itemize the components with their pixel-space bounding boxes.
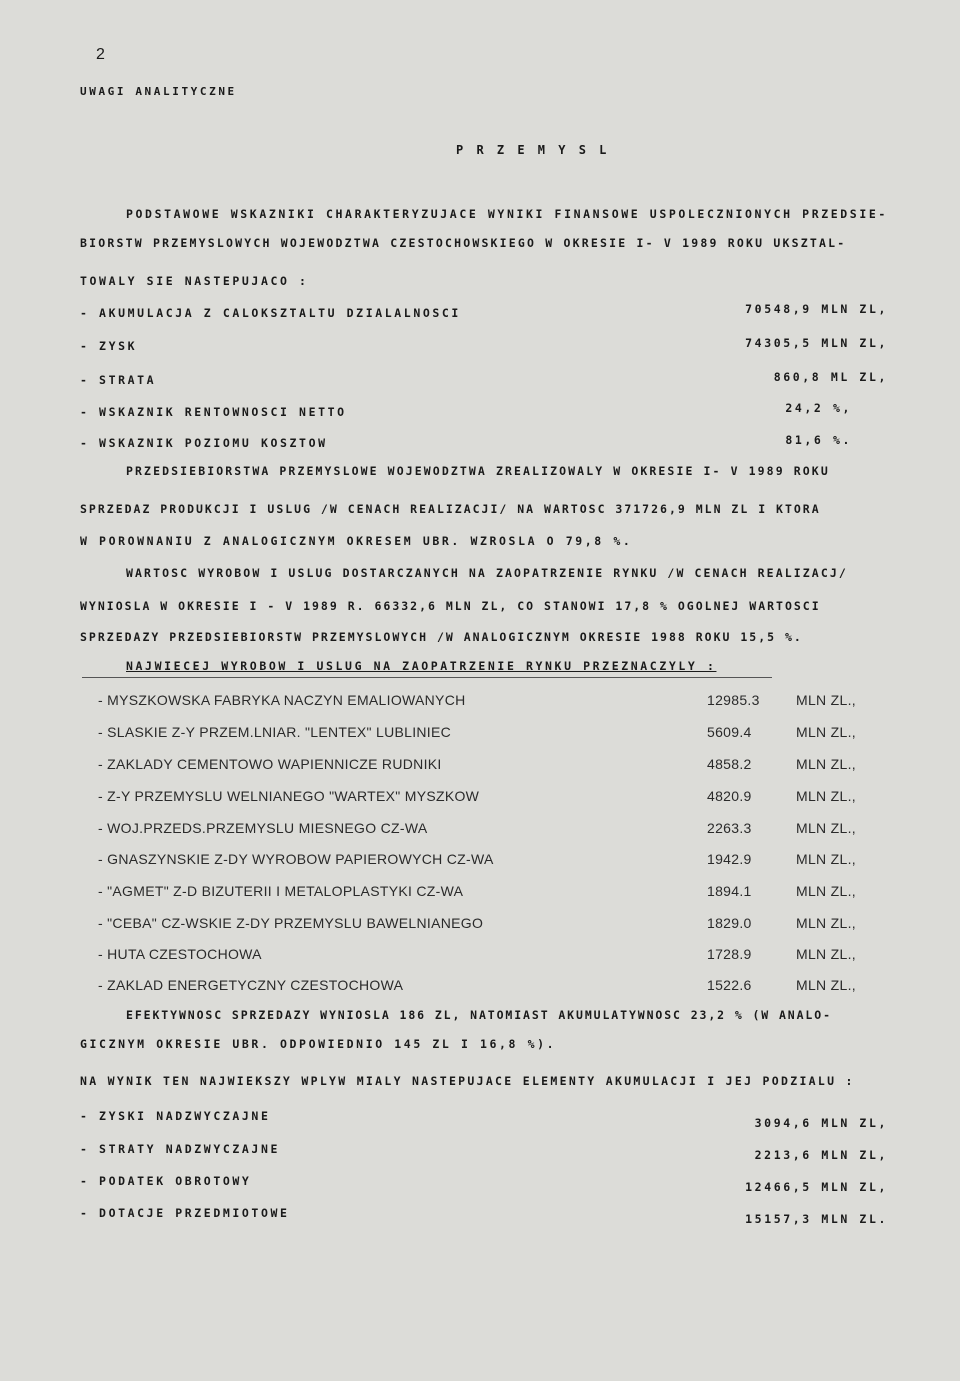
intro-line: BIORSTW PRZEMYSLOWYCH WOJEWODZTWA CZESTOCHOWSKIEGO W OKRESIE I- V 1989 ROKU UKSZTAL-: [80, 236, 847, 250]
element-value: 2213,6 MLN ZL,: [754, 1148, 888, 1162]
paragraph-line: NA WYNIK TEN NAJWIEKSZY WPLYW MIALY NASTEPUJACE ELEMENTY AKUMULACJI I JEJ PODZIALU :: [80, 1074, 855, 1088]
element-value: 12466,5 MLN ZL,: [745, 1180, 888, 1194]
element-value: 15157,3 MLN ZL.: [745, 1212, 888, 1226]
header-rule: [82, 677, 772, 678]
list-header: NAJWIECEJ WYROBOW I USLUG NA ZAOPATRZENIE RYNKU PRZEZNACZYLY :: [126, 659, 717, 673]
indicator-label: - WSKAZNIK RENTOWNOSCI NETTO: [80, 405, 347, 419]
company-unit: MLN ZL.,: [796, 788, 856, 804]
company-unit: MLN ZL.,: [796, 756, 856, 772]
element-value: 3094,6 MLN ZL,: [754, 1116, 888, 1130]
paragraph-line: WYNIOSLA W OKRESIE I - V 1989 R. 66332,6 MLN ZL, CO STANOWI 17,8 % OGOLNEJ WARTOSCI: [80, 599, 821, 613]
company-name: - GNASZYNSKIE Z-DY WYROBOW PAPIEROWYCH CZ-WA: [98, 851, 494, 867]
indicator-value: 860,8 ML ZL,: [773, 370, 888, 384]
element-label: - STRATY NADZWYCZAJNE: [80, 1142, 280, 1156]
company-name: - "CEBA" CZ-WSKIE Z-DY PRZEMYSLU BAWELNIANEGO: [98, 915, 484, 931]
company-unit: MLN ZL.,: [796, 724, 856, 740]
section-title: P R Z E M Y S L: [456, 143, 610, 157]
intro-line: PODSTAWOWE WSKAZNIKI CHARAKTERYZUJACE WYNIKI FINANSOWE USPOLECZNIONYCH PRZEDSIE-: [126, 207, 888, 221]
heading: UWAGI ANALITYCZNE: [80, 85, 237, 98]
paragraph-line: SPRZEDAZY PRZEDSIEBIORSTW PRZEMYSLOWYCH /W ANALOGICZNYM OKRESIE 1988 ROKU 15,5 %.: [80, 630, 803, 644]
paragraph-line: SPRZEDAZ PRODUKCJI I USLUG /W CENACH REALIZACJI/ NA WARTOSC 371726,9 MLN ZL I KTORA: [80, 502, 821, 516]
company-value: 1522.6: [707, 977, 752, 993]
intro-line: TOWALY SIE NASTEPUJACO :: [80, 274, 309, 288]
company-value: 12985.3: [707, 692, 760, 708]
company-name: - ZAKLADY CEMENTOWO WAPIENNICZE RUDNIKI: [98, 756, 442, 772]
company-name: - ZAKLAD ENERGETYCZNY CZESTOCHOWA: [98, 977, 404, 993]
element-label: - DOTACJE PRZEDMIOTOWE: [80, 1206, 290, 1220]
company-value: 1829.0: [707, 915, 752, 931]
company-unit: MLN ZL.,: [796, 915, 856, 931]
company-unit: MLN ZL.,: [796, 946, 856, 962]
indicator-value: 81,6 %.: [785, 433, 852, 447]
company-value: 1728.9: [707, 946, 752, 962]
company-unit: MLN ZL.,: [796, 851, 856, 867]
company-value: 4858.2: [707, 756, 752, 772]
indicator-label: - STRATA: [80, 373, 157, 387]
indicator-value: 70548,9 MLN ZL,: [745, 302, 888, 316]
company-value: 1894.1: [707, 883, 752, 899]
company-name: - MYSZKOWSKA FABRYKA NACZYN EMALIOWANYCH: [98, 692, 466, 708]
paragraph-line: GICZNYM OKRESIE UBR. ODPOWIEDNIO 145 ZL I 16,8 %).: [80, 1037, 557, 1051]
paragraph-line: PRZEDSIEBIORSTWA PRZEMYSLOWE WOJEWODZTWA ZREALIZOWALY W OKRESIE I- V 1989 ROKU: [126, 464, 830, 478]
company-unit: MLN ZL.,: [796, 883, 856, 899]
indicator-label: - WSKAZNIK POZIOMU KOSZTOW: [80, 436, 328, 450]
company-unit: MLN ZL.,: [796, 977, 856, 993]
company-value: 1942.9: [707, 851, 752, 867]
paragraph-line: WARTOSC WYROBOW I USLUG DOSTARCZANYCH NA ZAOPATRZENIE RYNKU /W CENACH REALIZACJ/: [126, 566, 848, 580]
element-label: - PODATEK OBROTOWY: [80, 1174, 252, 1188]
company-unit: MLN ZL.,: [796, 820, 856, 836]
indicator-label: - AKUMULACJA Z CALOKSZTALTU DZIALALNOSCI: [80, 306, 461, 320]
company-name: - "AGMET" Z-D BIZUTERII I METALOPLASTYKI CZ-WA: [98, 883, 464, 899]
company-value: 2263.3: [707, 820, 752, 836]
paragraph-line: W POROWNANIU Z ANALOGICZNYM OKRESEM UBR. WZROSLA O 79,8 %.: [80, 534, 633, 548]
company-value: 4820.9: [707, 788, 752, 804]
company-unit: MLN ZL.,: [796, 692, 856, 708]
company-name: - HUTA CZESTOCHOWA: [98, 946, 262, 962]
paragraph-line: EFEKTYWNOSC SPRZEDAZY WYNIOSLA 186 ZL, NATOMIAST AKUMULATYWNOSC 23,2 % (W ANALO-: [126, 1008, 832, 1022]
indicator-label: - ZYSK: [80, 339, 138, 353]
company-name: - Z-Y PRZEMYSLU WELNIANEGO "WARTEX" MYSZKOW: [98, 788, 480, 804]
indicator-value: 74305,5 MLN ZL,: [745, 336, 888, 350]
company-name: - SLASKIE Z-Y PRZEM.LNIAR. "LENTEX" LUBLINIEC: [98, 724, 452, 740]
element-label: - ZYSKI NADZWYCZAJNE: [80, 1109, 271, 1123]
indicator-value: 24,2 %,: [785, 401, 852, 415]
page-number: 2: [96, 46, 108, 63]
company-value: 5609.4: [707, 724, 752, 740]
company-name: - WOJ.PRZEDS.PRZEMYSLU MIESNEGO CZ-WA: [98, 820, 428, 836]
